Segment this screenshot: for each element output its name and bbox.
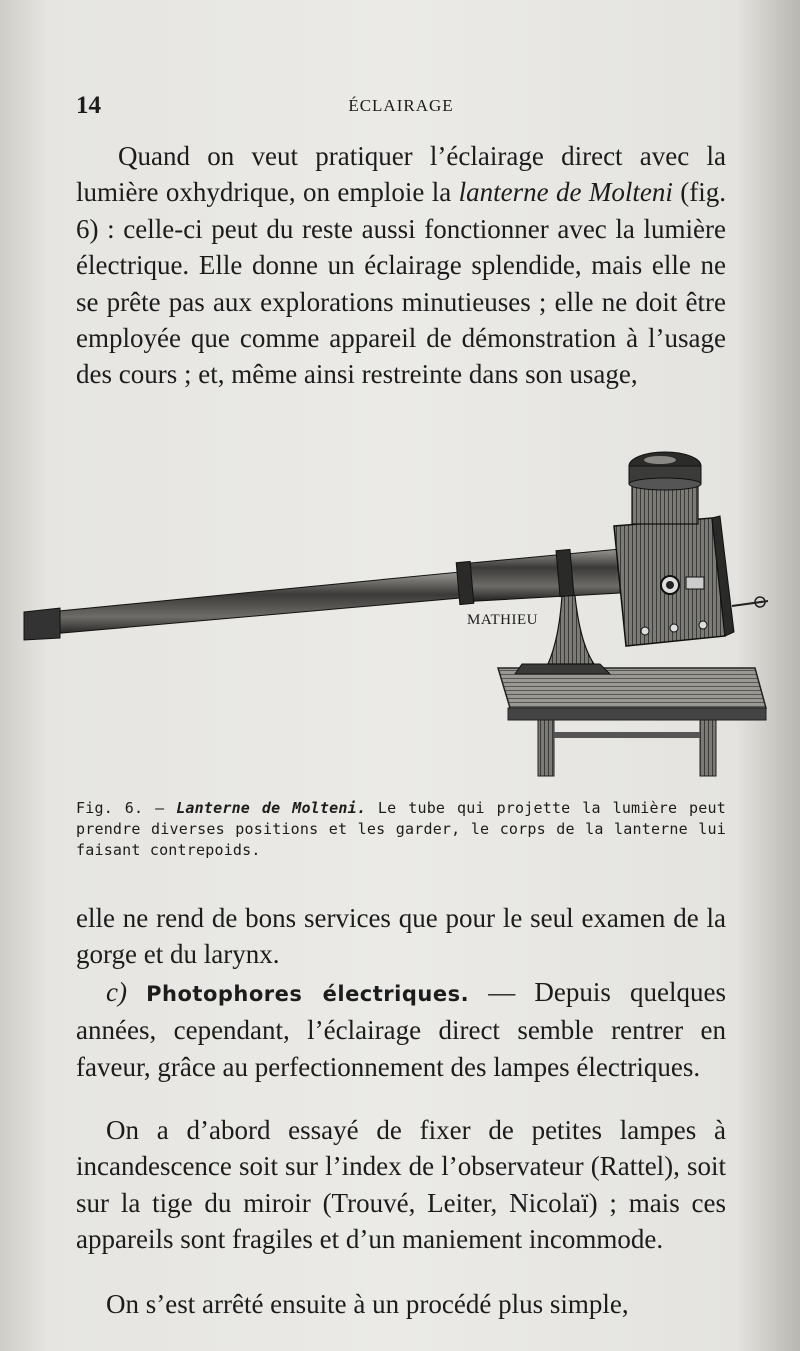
paragraph-continuation: elle ne rend de bons services que pour le seul examen de la gorge et du larynx. — [76, 903, 726, 970]
lantern-name-emphasis: lanterne de Molteni — [458, 177, 673, 208]
paragraph-photophores — [76, 974, 726, 1085]
lantern-body — [614, 516, 768, 646]
figure-caption — [76, 798, 726, 861]
lantern-chimney — [629, 452, 701, 524]
page-header — [76, 92, 726, 126]
figure-molteni-lantern — [20, 446, 790, 786]
para1-text-start: Quand on veut pratiquer l’éclairage direct avec la lumière oxhydrique, on emploie la — [76, 141, 726, 208]
paragraph-oxhydric-light — [76, 138, 726, 393]
paragraph-simpler-method: On s’est arrêté ensuite à un procédé plus simple, — [106, 1289, 629, 1319]
page-number: 14 — [76, 92, 101, 119]
running-title: ÉCLAIRAGE — [348, 96, 454, 115]
caption-text: Le tube qui projette la lumière peut prendre diverses positions et les garder, le corps de la lanterne lui faisant contrepoids. — [76, 799, 726, 859]
caption-title: Lanterne de Molteni. — [176, 799, 367, 817]
section-label: c) — [106, 977, 127, 1007]
section-heading: Photophores électriques. — [146, 982, 470, 1006]
para1-text-end: (fig. 6) : celle-ci peut du reste aussi fonctionner avec la lumière électrique. Elle donne un éclairage splendide, mais elle ne se prête pas aux explorations minutieuses ; elle ne doit être employée que comme appareil de démonstration à l’usage des cours ; et, même ainsi restreinte dans son usage, — [76, 177, 726, 390]
section-text: — Depuis quelques années, cependant, l’éclairage direct semble rentrer en faveur, grâce au perfectionnement des lampes électriques. — [76, 977, 727, 1082]
lantern-illustration — [20, 446, 790, 786]
table-stand — [498, 668, 766, 776]
engraver-signature: MATHIEU — [467, 612, 538, 628]
caption-prefix: Fig. 6. — — [76, 799, 177, 817]
paragraph-incandescent-lamps: On a d’abord essayé de fixer de petites lampes à incandescence soit sur l’index de l’observateur (Rattel), soit sur la tige du miroir (Trouvé, Leiter, Nicolaï) ; mais ces appareils sont fragiles et d’un maniement incommode. — [76, 1115, 726, 1255]
